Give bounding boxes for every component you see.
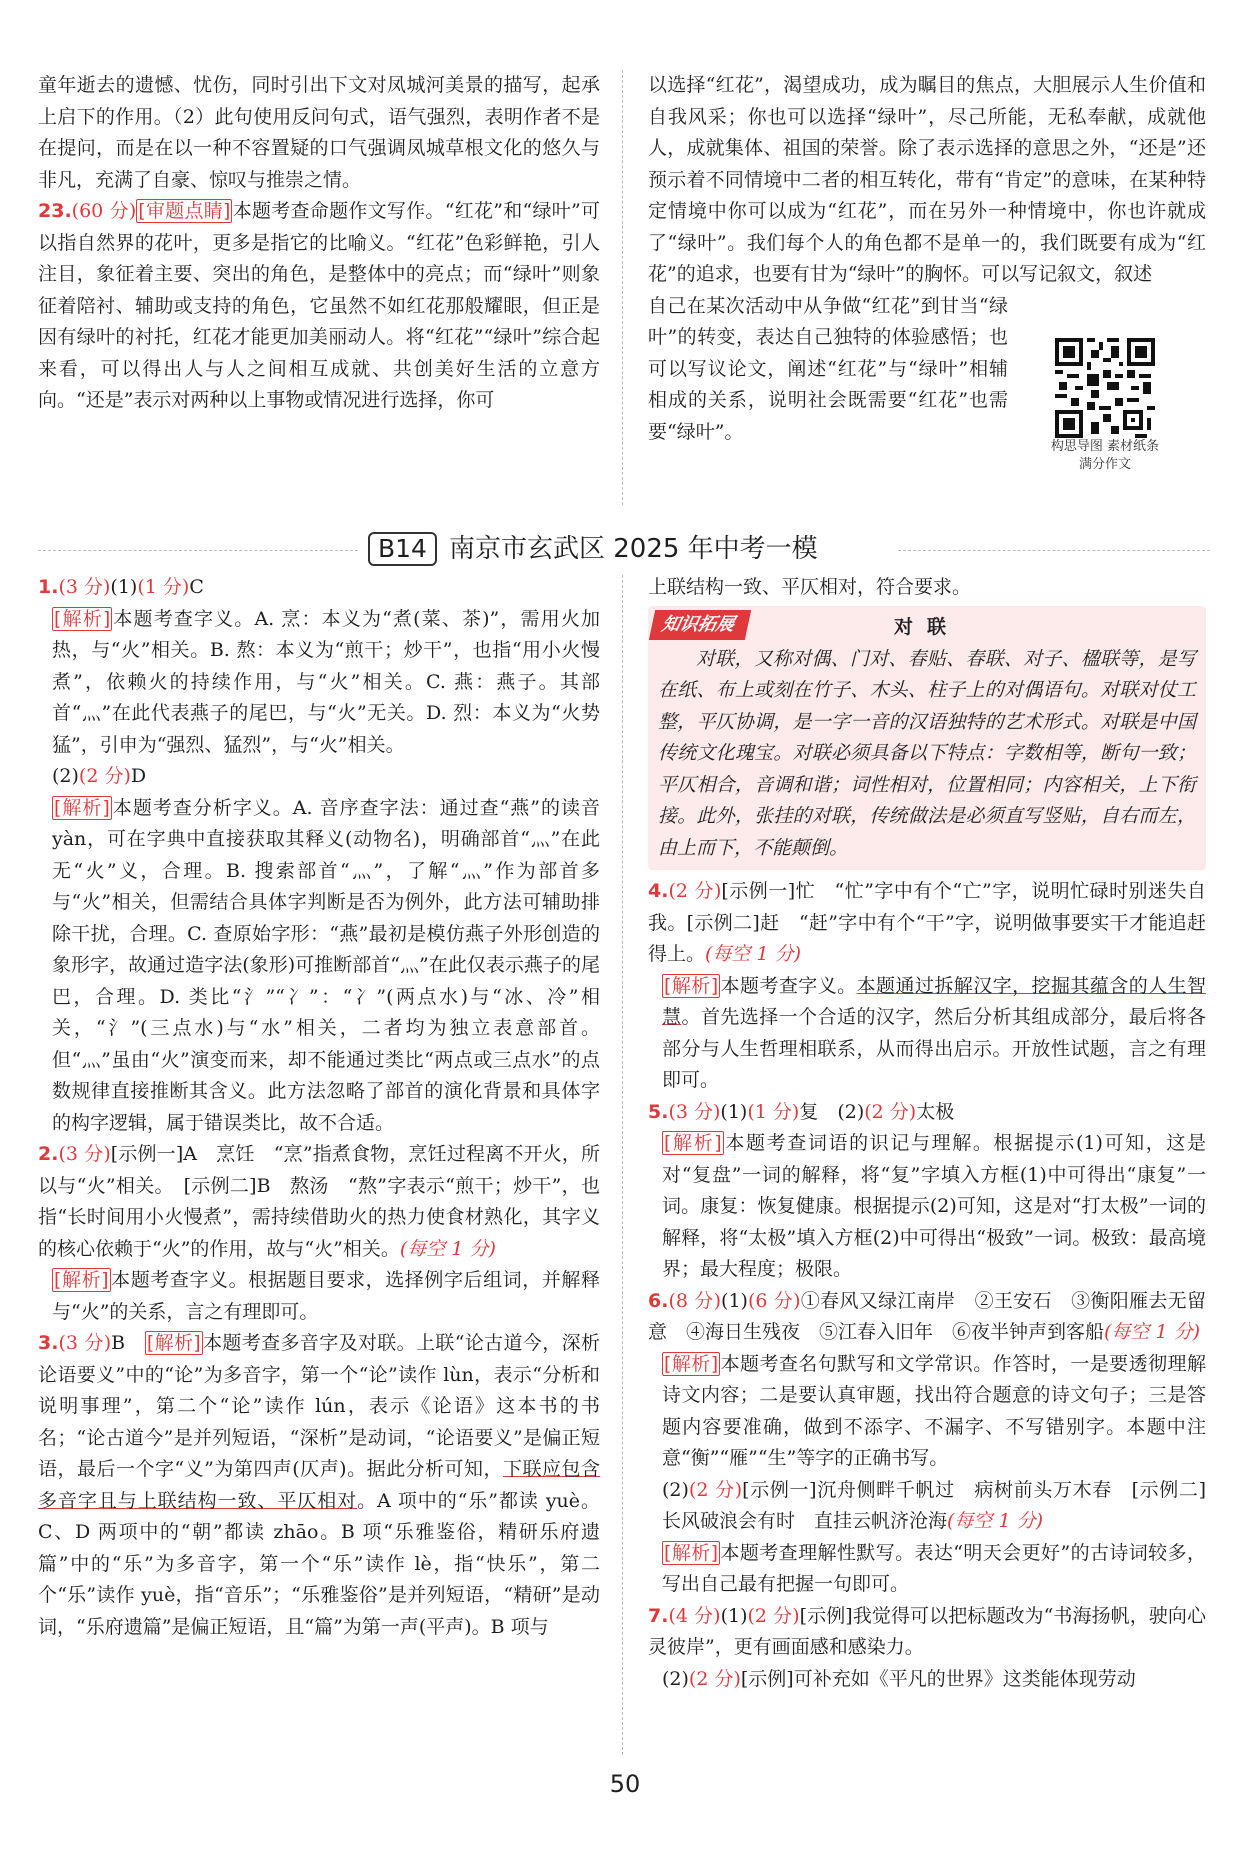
question-6-analysis-2: [解析] 本题考查理解性默写。表达“明天会更好”的古诗词较多，写出自己最有把握一句即可。 [662, 1541, 1206, 1595]
question-6-part-2: (2)(2 分)[示例一]沉舟侧畔千帆过 病树前头万木春 [示例二]长风破浪会有时 直挂云帆济沧海(每空 1 分) [662, 1478, 1206, 1532]
question-23-text: 本题考查命题作文写作。“红花”和“绿叶”可以指自然界的花叶，更多是指它的比喻义。“红花”色彩鲜艳，引人注目，象征着主要、突出的角色，是整体中的亮点；而“绿叶”则象征着陪衬、辅助或支持的角色，它虽然不如红花那般耀眼，但正是因有绿叶的衬托，红花才能更加美丽动人。将“红花”“绿叶”综合起来看，可以得出人与人之间相互成就、共创美好生活的立意方向。“还是”表示对两种以上事物或情况进行选择，你可 [38, 200, 601, 411]
question-7-part-2: (2)(2 分)[示例]可补充如《平凡的世界》这类能体现劳动 [662, 1667, 1136, 1690]
question-7-part-1: 7.(4 分)(1)(2 分)[示例]我觉得可以把标题改为“书海扬帆，驶向心灵彼岸”，更有画面感和感染力。 [648, 1604, 1206, 1658]
question-5: 5.(3 分)(1)(1 分)复 (2)(2 分)太极 [648, 1100, 955, 1123]
question-2: 2.(3 分)[示例一]A 烹饪 “烹”指煮食物，烹饪过程离不开火，所以与“火”相关。 [示例二]B 熬汤 “熬”字表示“煎干；炒干”，也指“长时间用小火慢煮”，需持续借助火的热力使食材熟化，其字义的核心依赖于“火”的作用，故与“火”相关。(每空 1 分) [38, 1143, 600, 1260]
knowledge-text: 对联，又称对偶、门对、春贴、春联、对子、楹联等，是写在纸、布上或刻在竹子、木头、柱子上的对偶语句。对联对仗工整，平仄协调，是一字一音的汉语独特的艺术形式。对联是中国传统文化瑰宝。对联必须具备以下特点：字数相等，断句一致；平仄相合，音调和谐；词性相对，位置相同；内容相关，上下衔接。此外，张挂的对联，传统做法是必须直写竖贴，自右而左，由上而下，不能颠倒。 [658, 647, 1196, 859]
top-left-column [38, 70, 600, 417]
knowledge-badge: 知识拓展 [649, 610, 751, 640]
qr-code-icon[interactable] [1055, 338, 1155, 438]
question-number: 3. [38, 1332, 59, 1354]
question-number: 5. [648, 1100, 669, 1123]
qr-caption-1: 构思导图 素材纸条 [1050, 439, 1160, 454]
question-number: 23. [38, 200, 72, 222]
question-1-part-1: 1.(3 分)(1)(1 分)C [38, 576, 204, 598]
question-1-part-2: (2)(2 分)D [52, 765, 147, 787]
section-badge: B14 [368, 532, 437, 566]
question-score: (60 分) [71, 200, 137, 222]
question-4: 4.(2 分)[示例一]忙 “忙”字中有个“亡”字，说明忙碌时别迷失自我。[示例二]赶 “赶”字中有个“干”字，说明做事要实干才能追赶得上。(每空 1 分) [648, 880, 1206, 965]
section-title-bar [0, 530, 1250, 570]
question-number: 1. [38, 576, 59, 598]
question-number: 4. [648, 880, 669, 902]
bottom-right-column [648, 572, 1206, 1695]
question-number: 6. [648, 1289, 669, 1312]
question-1-analysis-2: [解析] 本题考查分析字义。A. 音序查字法：通过查“燕”的读音 yàn，可在字典中直接获取其释义(动物名)，明确部首“灬”在此无“火”义，合理。B. 搜索部首“灬”，了解“灬”作为部首多与“火”相关，但需结合具体字判断是否为例外，此方法可辅助排除干扰，合理。C. 查原始字形：“燕”最初是模仿燕子外形创造的象形字，故通过造字法(象形)可推断部首“灬”在此仅表示燕子的尾巴，合理。D. 类比“氵”“冫”：“冫”(两点水)与“冰、冷”相关，“氵”(三点水)与“水”相关，二者均为独立表意部首。但“灬”虽由“火”演变而来，却不能通过类比“两点或三点水”的点数规律直接推断其含义。此方法忽略了部首的演化背景和具体字的构字逻辑，属于错误类比，故不合适。 [52, 796, 601, 1134]
title-rule-right [898, 550, 1210, 551]
qr-caption-2: 满分作文 [1078, 457, 1131, 472]
question-number: 2. [38, 1143, 59, 1165]
knowledge-box [648, 606, 1206, 871]
question-3-continuation: 上联结构一致、平仄相对，符合要求。 [648, 576, 972, 598]
section-title [368, 530, 888, 568]
column-divider-bottom [622, 575, 623, 1755]
question-4-analysis: [解析] 本题考查字义。本题通过拆解汉字，挖掘其蕴含的人生智慧。首先选择一个合适的汉字，然后分析其组成部分，最后将各部分与人生哲理相联系，从而得出启示。开放性试题，言之有理即可。 [662, 974, 1206, 1091]
prev-answer-continuation: 童年逝去的遗憾、忧伤，同时引出下文对凤城河美景的描写，起承上启下的作用。（2）此句使用反问句式，语气强烈，表明作者不是在提问，而是在以一种不容置疑的口气强调凤城草根文化的悠久与非凡，充满了自豪、惊叹与推崇之情。 [38, 74, 600, 191]
question-5-analysis: [解析] 本题考查词语的识记与理解。根据提示(1)可知，这是对“复盘”一词的解释，将“复”字填入方框(1)中可得出“康复”一词。康复：恢复健康。根据提示(2)可知，这是对“打太极”一词的解释，将“太极”填入方框(2)中可得出“极致”一词。极致：最高境界；最大程度；极限。 [662, 1132, 1206, 1280]
question-6-analysis-1: [解析] 本题考查名句默写和文学常识。作答时，一是要透彻理解诗文内容；二是要认真审题，找出符合题意的诗文句子；三是答题内容要准确，做到不添字、不漏字、不写错别字。本题中注意“衡”“雁”“生”等字的正确书写。 [662, 1352, 1206, 1469]
column-divider-top [622, 70, 623, 505]
question-3: 3.(3 分)B [解析] 本题考查多音字及对联。上联“论古道今，深析论语要义”中的“论”为多音字，第一个“论”读作 lùn，表示“分析和说明事理”，第二个“论”读作 lún，表示《论语》这本书的书名；“论古道今”是并列短语，“深析”是动词，“论语要义”是偏正短语，最后一个字“义”为第四声(仄声)。据此分析可知，下联应包含多音字且与上联结构一致、平仄相对。A 项中的“乐”都读 yuè。C、D 两项中的“朝”都读 zhāo。B 项“乐雅鉴俗，精研乐府遗篇”中的“乐”为多音字，第一个“乐”读作 lè，指“快乐”，第二个“乐”读作 yuè，指“音乐”；“乐雅鉴俗”是并列短语，“精研”是动词，“乐府遗篇”是偏正短语，且“篇”为第一声(平声)。B 项与 [38, 1332, 600, 1638]
knowledge-title: 对联 [893, 615, 960, 638]
bottom-left-column [38, 572, 600, 1643]
essay-guidance: 以选择“红花”，渴望成功，成为瞩目的焦点，大胆展示人生价值和自我风采；你也可以选择“绿叶”，尽己所能，无私奉献，成就他人，成就集体、祖国的荣誉。除了表示选择的意思之外，“还是”还预示着不同情境中二者的相互转化，带有“肯定”的意味，在某种特定情境中你可以成为“红花”，而在另外一种情境中，你也许就成了“绿叶”。我们每个人的角色都不是单一的，我们既要有成为“红花”的追求，也要有甘为“绿叶”的胸怀。可以写记叙文，叙述 [648, 74, 1206, 285]
section-title-text: 南京市玄武区 2025 年中考一模 [448, 534, 818, 564]
qr-code-block [1030, 338, 1180, 474]
question-1-analysis-1: [解析] 本题考查字义。A. 烹：本义为“煮(菜、茶)”，需用火加热，与“火”相关。B. 熬：本义为“煎干；炒干”，也指“用小火慢煮”，依赖火的持续作用，与“火”相关。C. 燕：燕子。其部首“灬”在此代表燕子的尾巴，与“火”无关。D. 烈：本义为“火势猛”，引申为“强烈、猛烈”，与“火”相关。 [52, 607, 600, 756]
title-rule-left [38, 550, 358, 551]
review-tip-tag: [审题点睛] [138, 200, 231, 222]
essay-guidance-wrap: 自己在某次活动中从争做“红花”到甘当“绿叶”的转变，表达自己独特的体验感悟；也可以写议论文，阐述“红花”与“绿叶”相辅相成的关系，说明社会既需要“红花”也需要“绿叶”。 [648, 294, 1008, 443]
question-23 [38, 196, 600, 417]
page-number: 50 [609, 1770, 641, 1798]
question-6-part-1: 6.(8 分)(1)(6 分)①春风又绿江南岸 ②王安石 ③衡阳雁去无留意 ④海日生残夜 ⑤江春入旧年 ⑥夜半钟声到客船(每空 1 分) [648, 1289, 1206, 1343]
question-number: 7. [648, 1604, 669, 1627]
question-2-analysis: [解析] 本题考查字义。根据题目要求，选择例字后组词，并解释与“火”的关系，言之有理即可。 [52, 1269, 600, 1323]
